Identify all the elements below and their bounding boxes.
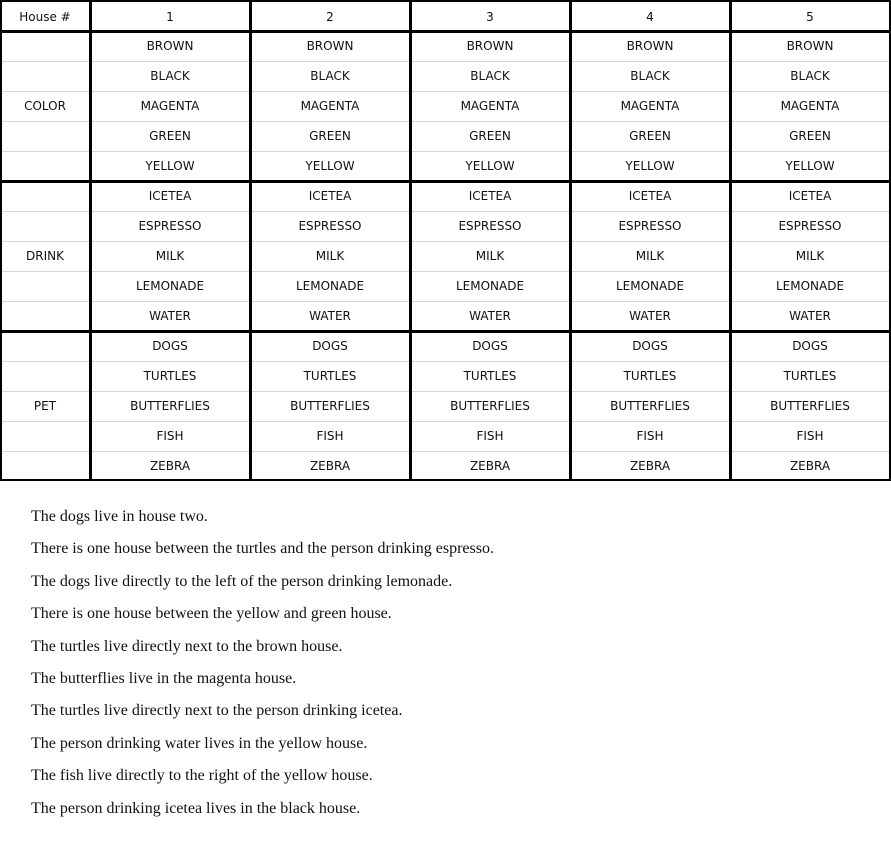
clue: The butterflies live in the magenta house. (31, 669, 297, 687)
header-label: House # (19, 9, 71, 24)
option-cell: BLACK (310, 69, 350, 83)
clue: The turtles live directly next to the brown house. (31, 637, 343, 655)
option-cell: BLACK (630, 69, 670, 83)
clue: The fish live directly to the right of the yellow house. (31, 767, 373, 785)
option-cell: ZEBRA (469, 459, 511, 473)
option-cell: ICETEA (788, 189, 832, 203)
option-cell: YELLOW (465, 159, 515, 173)
option-cell: WATER (309, 309, 351, 323)
option-cell: MILK (315, 249, 345, 263)
option-cell: YELLOW (145, 159, 195, 173)
option-cell: FISH (636, 429, 664, 443)
option-cell: ICETEA (628, 189, 672, 203)
option-cell: BUTTERFLIES (610, 399, 690, 413)
house-number-header: 1 (166, 9, 174, 24)
option-cell: TURTLES (623, 369, 677, 383)
option-cell: MAGENTA (460, 99, 520, 113)
clue: The person drinking icetea lives in the black house. (31, 799, 361, 817)
option-cell: ESPRESSO (618, 219, 682, 233)
option-cell: GREEN (789, 129, 831, 143)
top-border (0, 0, 891, 2)
option-cell: ESPRESSO (298, 219, 362, 233)
clue: There is one house between the turtles and the person drinking espresso. (31, 540, 494, 558)
option-cell: GREEN (149, 129, 191, 143)
clue: There is one house between the yellow and green house. (31, 605, 392, 623)
clue: The dogs live directly to the left of the person drinking lemonade. (31, 572, 453, 590)
option-cell: LEMONADE (615, 279, 685, 293)
option-cell: ZEBRA (789, 459, 831, 473)
option-cell: ESPRESSO (138, 219, 202, 233)
option-cell: BROWN (146, 39, 194, 53)
option-cell: BUTTERFLIES (770, 399, 850, 413)
option-cell: DOGS (632, 339, 668, 353)
bottom-border (0, 479, 891, 481)
option-cell: MILK (155, 249, 185, 263)
option-cell: LEMONADE (295, 279, 365, 293)
option-cell: FISH (156, 429, 184, 443)
clue: The dogs live in house two. (31, 508, 208, 525)
option-cell: ICETEA (468, 189, 512, 203)
option-cell: BROWN (306, 39, 354, 53)
option-cell: TURTLES (463, 369, 517, 383)
option-cell: LEMONADE (455, 279, 525, 293)
group-divider (0, 180, 891, 183)
option-cell: GREEN (309, 129, 351, 143)
option-cell: DOGS (472, 339, 508, 353)
option-cell: TURTLES (143, 369, 197, 383)
option-cell: LEMONADE (135, 279, 205, 293)
option-cell: DOGS (312, 339, 348, 353)
column-divider (249, 0, 252, 481)
category-label: COLOR (24, 99, 66, 113)
column-divider (89, 0, 92, 481)
option-cell: ICETEA (308, 189, 352, 203)
group-divider (0, 330, 891, 333)
column-divider (729, 0, 732, 481)
left-border (0, 0, 2, 481)
house-number-header: 3 (486, 9, 494, 24)
option-cell: YELLOW (785, 159, 835, 173)
house-number-header: 4 (646, 9, 654, 24)
category-label: PET (33, 399, 57, 413)
option-cell: YELLOW (625, 159, 675, 173)
option-cell: BROWN (626, 39, 674, 53)
option-cell: TURTLES (783, 369, 837, 383)
column-divider (569, 0, 572, 481)
option-cell: BROWN (786, 39, 834, 53)
option-cell: ZEBRA (309, 459, 351, 473)
option-cell: BLACK (150, 69, 190, 83)
option-cell: GREEN (629, 129, 671, 143)
option-cell: BUTTERFLIES (130, 399, 210, 413)
option-cell: WATER (629, 309, 671, 323)
option-cell: MILK (635, 249, 665, 263)
option-cell: FISH (316, 429, 344, 443)
category-label: DRINK (26, 249, 64, 263)
option-cell: BUTTERFLIES (290, 399, 370, 413)
option-cell: YELLOW (305, 159, 355, 173)
option-cell: MILK (475, 249, 505, 263)
option-cell: WATER (469, 309, 511, 323)
option-cell: BLACK (790, 69, 830, 83)
option-cell: BROWN (466, 39, 514, 53)
column-divider (409, 0, 412, 481)
option-cell: DOGS (152, 339, 188, 353)
clue: The turtles live directly next to the person drinking icetea. (31, 702, 403, 720)
clue-list (31, 506, 494, 830)
option-cell: ICETEA (148, 189, 192, 203)
option-cell: MAGENTA (780, 99, 840, 113)
option-cell: ESPRESSO (458, 219, 522, 233)
option-cell: FISH (796, 429, 824, 443)
option-cell: GREEN (469, 129, 511, 143)
option-cell: WATER (789, 309, 831, 323)
option-cell: LEMONADE (775, 279, 845, 293)
house-number-header: 5 (806, 9, 814, 24)
option-cell: DOGS (792, 339, 828, 353)
option-cell: WATER (149, 309, 191, 323)
option-cell: MILK (795, 249, 825, 263)
house-number-header: 2 (326, 9, 334, 24)
option-cell: MAGENTA (140, 99, 200, 113)
option-cell: ZEBRA (629, 459, 671, 473)
option-cell: MAGENTA (300, 99, 360, 113)
option-cell: MAGENTA (620, 99, 680, 113)
option-cell: ZEBRA (149, 459, 191, 473)
option-cell: FISH (476, 429, 504, 443)
clue: The person drinking water lives in the yellow house. (31, 734, 368, 752)
option-cell: ESPRESSO (778, 219, 842, 233)
group-divider (0, 30, 891, 33)
option-cell: TURTLES (303, 369, 357, 383)
option-cell: BUTTERFLIES (450, 399, 530, 413)
option-cell: BLACK (470, 69, 510, 83)
